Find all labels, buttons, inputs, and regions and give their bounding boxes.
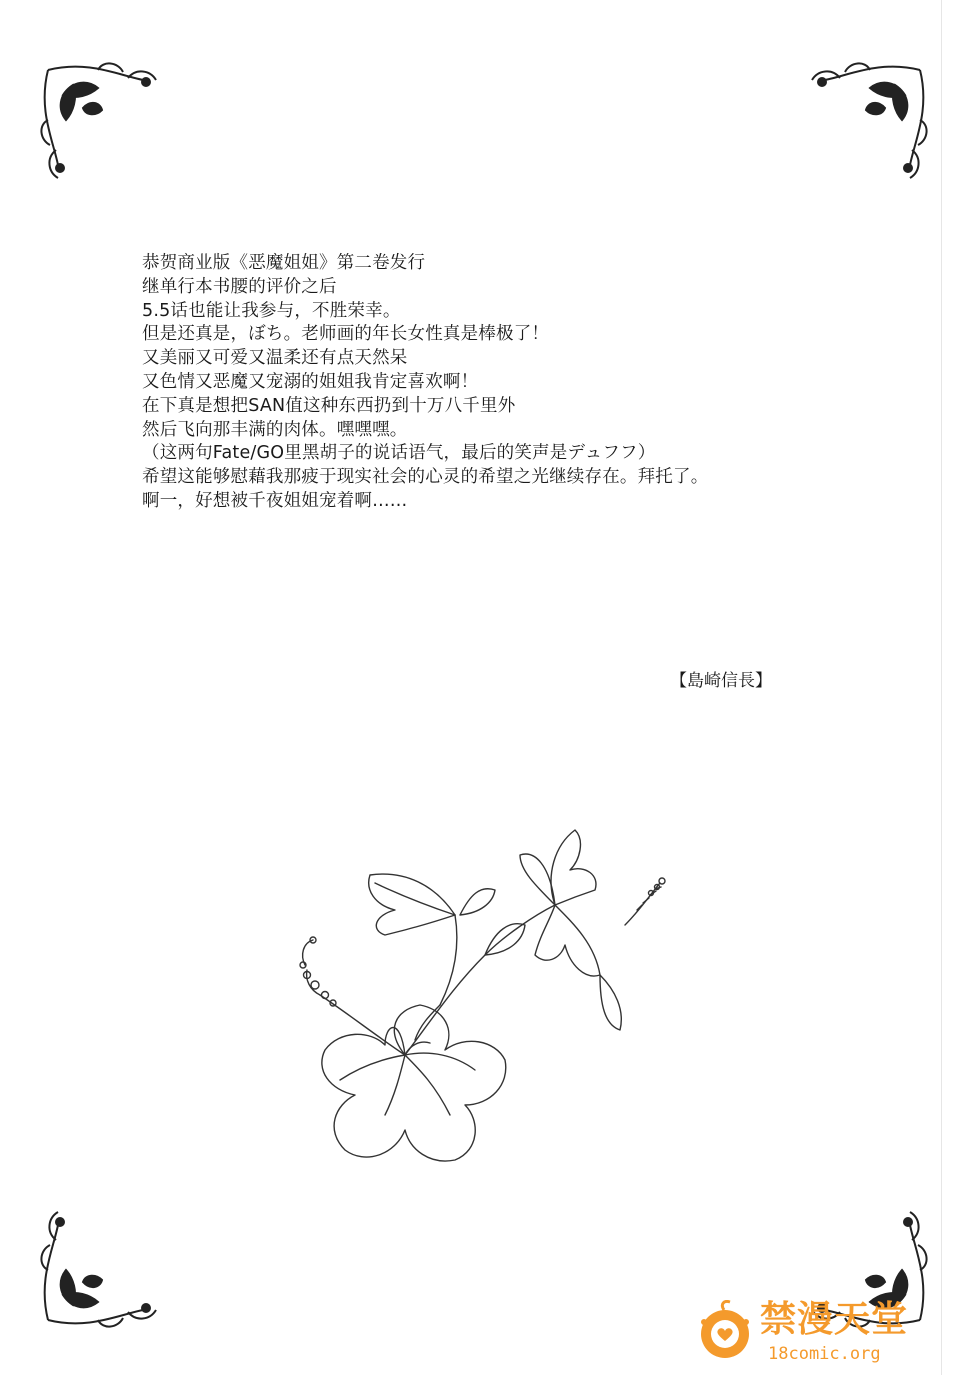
message-line: 恭贺商业版《恶魔姐姐》第二卷发行 bbox=[142, 253, 426, 273]
message-line: 在下真是想把SAN值这种东西扔到十万八千里外 bbox=[142, 395, 516, 416]
floral-corner-ornament-icon bbox=[28, 1180, 188, 1340]
floral-corner-ornament-icon bbox=[28, 50, 188, 210]
message-line: 然后飞向那丰满的肉体。嘿嘿嘿。 bbox=[142, 419, 408, 440]
watermark-url: 18comic.org bbox=[768, 1344, 881, 1364]
author-signature: 【島崎信長】 bbox=[670, 671, 772, 691]
floral-corner-ornament-icon bbox=[780, 50, 940, 210]
page-edge-line bbox=[941, 0, 942, 1375]
message-line: 希望这能够慰藉我那疲于现实社会的心灵的希望之光继续存在。拜托了。 bbox=[142, 467, 709, 488]
hibiscus-flower-illustration bbox=[255, 815, 675, 1235]
message-line: 但是还真是，ぼち。老师画的年长女性真是棒极了！ bbox=[142, 324, 550, 345]
message-line: 又美丽又可爱又温柔还有点天然呆 bbox=[142, 348, 408, 369]
message-line: （这两句Fate/GO里黑胡子的说话语气，最后的笑声是デュフフ） bbox=[142, 443, 656, 464]
message-line: 继单行本书腰的评价之后 bbox=[142, 276, 337, 297]
peach-mascot-logo-icon bbox=[694, 1300, 756, 1362]
afterword-message bbox=[142, 252, 902, 514]
message-line: 啊一，好想被千夜姐姐宠着啊…… bbox=[142, 490, 408, 511]
site-watermark bbox=[694, 1292, 924, 1370]
watermark-title: 禁漫天堂 bbox=[760, 1299, 909, 1340]
message-line: 5.5话也能让我参与，不胜荣幸。 bbox=[142, 300, 401, 321]
message-line: 又色情又恶魔又宠溺的姐姐我肯定喜欢啊！ bbox=[142, 371, 479, 392]
